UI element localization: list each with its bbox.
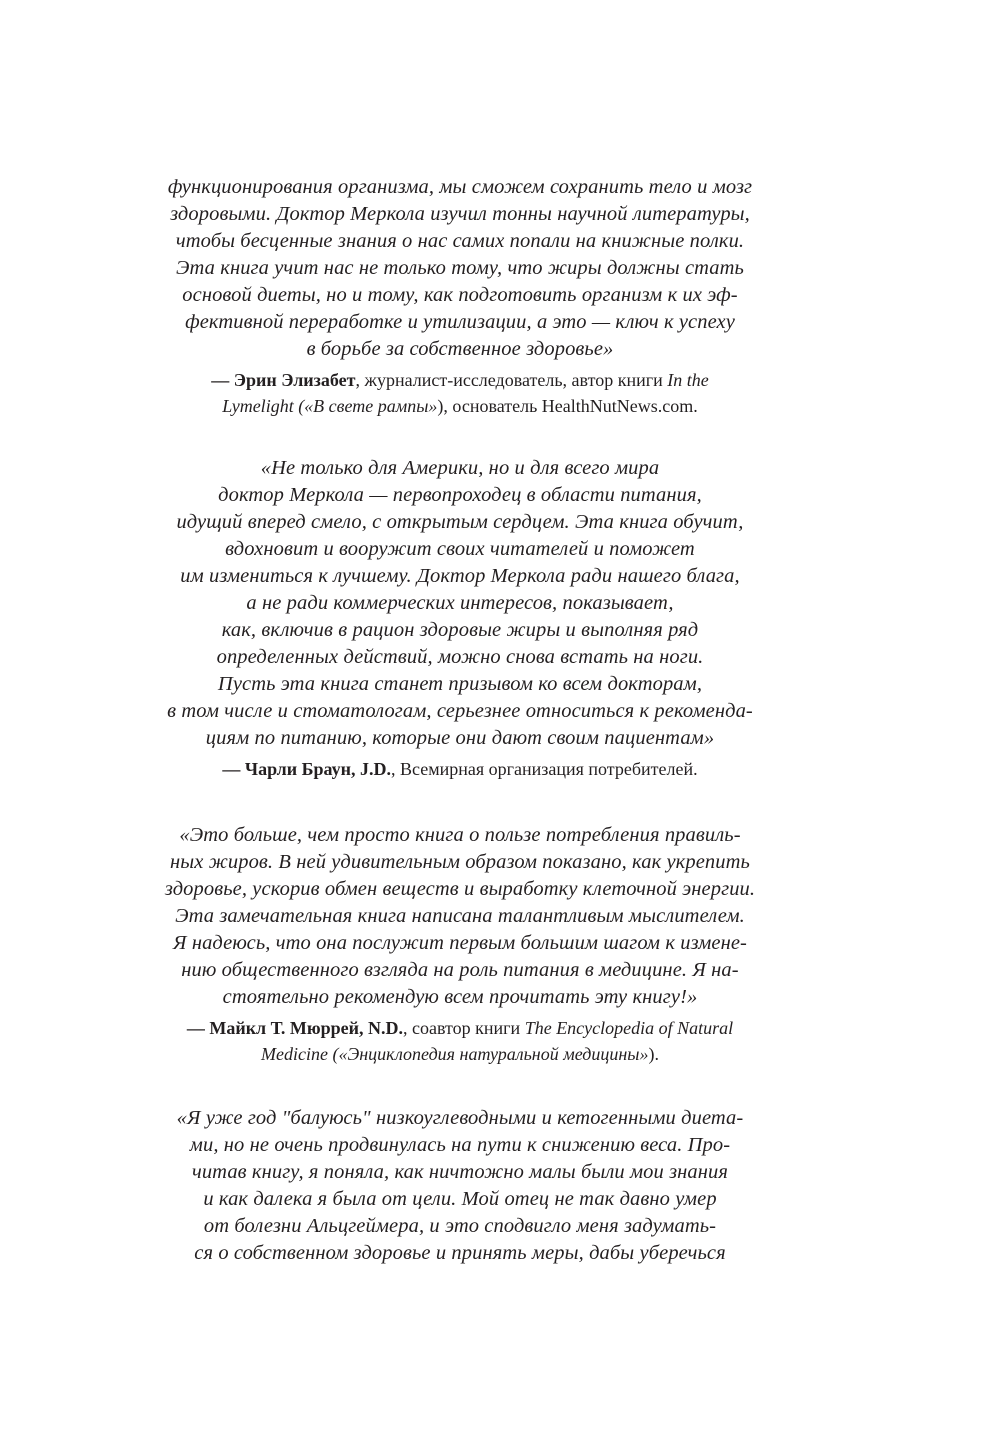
quote-line: здоровыми. Доктор Меркола изучил тонны научной литературы, — [170, 203, 750, 225]
quote-line: от болезни Альцгеймера, и это сподвигло меня задумать- — [203, 1215, 717, 1237]
testimonial-erin-elizabeth — [120, 174, 800, 419]
book-title: In the — [667, 370, 709, 390]
quote-line: «Не только для Америки, но и для всего мира — [260, 457, 660, 479]
attribution-line — [120, 367, 800, 393]
attribution-line — [120, 393, 800, 419]
quote-text — [120, 174, 800, 363]
quote-line: доктор Меркола — первопроходец в области питания, — [218, 484, 702, 506]
quote-line: вдохновит и вооружит своих читателей и поможет — [225, 538, 695, 560]
quote-line: и как далека я была от цели. Мой отец не так давно умер — [203, 1188, 717, 1210]
attribution-text: , Всемирная организация потребителей. — [390, 759, 698, 779]
quote-line: основой диеты, но и тому, как подготовить организм к их эф- — [182, 284, 738, 306]
quote-line: Эта замечательная книга написана талантливым мыслителем. — [175, 905, 745, 927]
quote-line: в том числе и стоматологам, серьезнее относиться к рекоменда- — [167, 700, 753, 722]
quote-attribution — [120, 1015, 800, 1067]
quote-line: идущий вперед смело, с открытым сердцем. Эта книга обучит, — [176, 511, 744, 533]
quote-line: Эта книга учит нас не только тому, что жиры должны стать — [176, 257, 744, 279]
quote-line: им измениться к лучшему. Доктор Меркола ради нашего блага, — [180, 565, 740, 587]
attribution-line — [120, 1041, 800, 1067]
attribution-dash: — — [186, 1018, 210, 1038]
author-name: Эрин Элизабет — [233, 370, 356, 390]
quote-line: стоятельно рекомендую всем прочитать эту книгу!» — [222, 986, 698, 1008]
quote-line: а не ради коммерческих интересов, показывает, — [246, 592, 674, 614]
attribution-text: , соавтор книги — [403, 1018, 525, 1038]
quote-line: ся о собственном здоровье и принять меры, дабы уберечься — [194, 1242, 726, 1264]
quote-attribution — [120, 756, 800, 782]
quote-attribution — [120, 367, 800, 419]
quote-line: в борьбе за собственное здоровье» — [306, 338, 614, 360]
quote-line: циям по питанию, которые они дают своим пациентам» — [205, 727, 715, 749]
testimonial-charlie-brown — [120, 455, 800, 782]
quote-line: функционирования организма, мы сможем сохранить тело и мозг — [167, 176, 753, 198]
quote-line: здоровье, ускорив обмен веществ и выработку клеточной энергии. — [164, 878, 756, 900]
attribution-line — [120, 1015, 800, 1041]
quote-line: ми, но не очень продвинулась на пути к снижению веса. Про- — [189, 1134, 731, 1156]
quote-line: определенных действий, можно снова встать на ноги. — [216, 646, 704, 668]
quote-text — [120, 822, 800, 1011]
attribution-line — [120, 756, 800, 782]
quote-line: как, включив в рацион здоровые жиры и выполняя ряд — [221, 619, 699, 641]
author-name: Чарли Браун, J.D. — [244, 759, 391, 779]
book-title: The Encyclopedia of Natural — [524, 1018, 734, 1038]
quote-line: «Я уже год "балуюсь" низкоуглеводными и кетогенными диета- — [176, 1107, 744, 1129]
quote-line: читав книгу, я поняла, как ничтожно малы были мои знания — [191, 1161, 729, 1183]
quote-line: чтобы бесценные знания о нас самих попали на книжные полки. — [175, 230, 745, 252]
testimonial-michael-murray — [120, 822, 800, 1067]
author-name: Майкл Т. Мюррей, N.D. — [209, 1018, 403, 1038]
quote-line: Пусть эта книга станет призывом ко всем докторам, — [217, 673, 703, 695]
quote-line: Я надеюсь, что она послужит первым большим шагом к измене- — [173, 932, 747, 954]
quote-line: фективной переработке и утилизации, а это — ключ к успеху — [185, 311, 735, 333]
attribution-text: ), основатель HealthNutNews.com. — [437, 396, 698, 416]
attribution-text: ). — [648, 1044, 659, 1064]
quote-text — [120, 455, 800, 752]
quote-text — [120, 1105, 800, 1267]
attribution-text: , журналист-исследователь, автор книги — [355, 370, 668, 390]
attribution-dash: — — [211, 370, 234, 390]
quote-line: «Это больше, чем просто книга о пользе потребления правиль- — [179, 824, 741, 846]
testimonial-reader — [120, 1105, 800, 1267]
book-title: Lymelight («В свете рампы» — [222, 396, 438, 416]
attribution-dash: — — [222, 759, 245, 779]
book-title: Medicine («Энциклопедия натуральной медицины» — [261, 1044, 649, 1064]
quote-line: ных жиров. В ней удивительным образом показано, как укрепить — [170, 851, 750, 873]
quote-line: нию общественного взгляда на роль питания в медицине. Я на- — [181, 959, 739, 981]
